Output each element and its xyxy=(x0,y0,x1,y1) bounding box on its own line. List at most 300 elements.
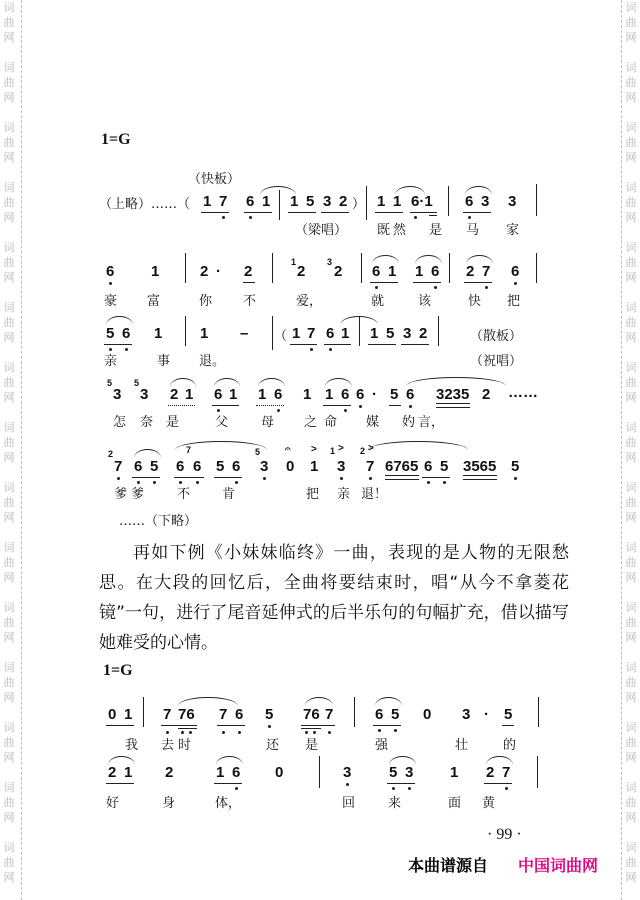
underline xyxy=(484,783,512,784)
barline xyxy=(319,756,320,788)
low-octave-dot xyxy=(434,286,437,289)
underline xyxy=(429,215,437,216)
lyric: 快 xyxy=(468,294,482,309)
watermark-char: 词 xyxy=(625,241,637,254)
low-octave-dot xyxy=(328,731,331,734)
watermark-char: 词 xyxy=(3,241,15,254)
watermark-char: 网 xyxy=(625,631,637,644)
watermark-char: 曲 xyxy=(625,436,637,449)
slur xyxy=(106,316,133,325)
watermark-char: 曲 xyxy=(625,256,637,269)
watermark-char: 网 xyxy=(625,571,637,584)
lyric: 你 xyxy=(199,294,213,309)
low-octave-dot xyxy=(109,282,112,285)
lyric: 该 xyxy=(418,294,432,309)
watermark-char: 词 xyxy=(625,181,637,194)
watermark-char: 曲 xyxy=(3,376,15,389)
note: 76 xyxy=(303,706,320,723)
note: 1 xyxy=(341,325,350,342)
lyric: 就 xyxy=(371,294,385,309)
underline xyxy=(375,212,403,213)
watermark-char: 词 xyxy=(3,121,15,134)
low-octave-dot xyxy=(505,787,508,790)
low-octave-dot xyxy=(329,348,332,351)
low-octave-dot xyxy=(375,286,378,289)
barline xyxy=(272,253,273,283)
watermark-char: 网 xyxy=(625,871,637,884)
note: 2 xyxy=(297,263,306,280)
watermark-char: 词 xyxy=(625,781,637,794)
watermark-char: 网 xyxy=(625,391,637,404)
note: 1 xyxy=(151,263,160,280)
watermark-char: 网 xyxy=(625,91,637,104)
note: 1 xyxy=(292,325,301,342)
grace-note: 7 xyxy=(186,445,192,455)
watermark-char: 词 xyxy=(3,1,15,14)
watermark-char: 曲 xyxy=(3,436,15,449)
accent: > xyxy=(338,443,344,454)
watermark-char: 曲 xyxy=(3,16,15,29)
low-octave-dot xyxy=(485,286,488,289)
slur xyxy=(415,255,442,264)
watermark-char: 网 xyxy=(3,811,15,824)
note: 3 xyxy=(337,458,346,475)
watermark-char: 词 xyxy=(625,301,637,314)
lyric: 家 xyxy=(506,223,520,238)
note: 1 xyxy=(310,458,319,475)
watermark-char: 曲 xyxy=(3,616,15,629)
lyric: 体， xyxy=(215,796,242,811)
note: 7 xyxy=(307,325,316,342)
barline xyxy=(279,190,280,220)
slur xyxy=(214,378,240,387)
note: 2 xyxy=(165,764,174,781)
lyric: 还 xyxy=(266,738,280,753)
watermark-char: 网 xyxy=(3,571,15,584)
watermark-char: 词 xyxy=(3,421,15,434)
watermark-char: 曲 xyxy=(625,556,637,569)
barline xyxy=(361,253,362,283)
watermark-char: 曲 xyxy=(3,676,15,689)
barline xyxy=(438,316,439,346)
watermark-char: 曲 xyxy=(3,556,15,569)
low-octave-dot xyxy=(340,477,343,480)
note: 7 xyxy=(482,263,491,280)
source-label: 本曲谱源自 xyxy=(408,856,489,875)
underline xyxy=(212,405,239,406)
watermark-char: 曲 xyxy=(3,256,15,269)
low-octave-dot xyxy=(222,216,225,219)
double-underline xyxy=(463,475,497,480)
note: 3235 xyxy=(436,386,470,403)
close-paren: ） xyxy=(352,197,366,212)
barline xyxy=(359,316,360,346)
watermark-char: 网 xyxy=(625,451,637,464)
underline xyxy=(387,783,415,784)
low-octave-dot xyxy=(427,481,430,484)
watermark-char: 曲 xyxy=(625,796,637,809)
slur xyxy=(375,697,402,706)
lyric: 豪 xyxy=(104,294,118,309)
lyric: 去 xyxy=(161,738,175,753)
low-octave-dot xyxy=(369,477,372,480)
note: 0 xyxy=(423,706,432,723)
grace-note: 3 xyxy=(327,257,333,267)
watermark-char: 曲 xyxy=(3,196,15,209)
watermark-char: 词 xyxy=(625,601,637,614)
note: 3 xyxy=(403,325,412,342)
slur xyxy=(134,449,161,458)
slur xyxy=(389,756,416,765)
note: 1 xyxy=(377,193,386,210)
source-site-link[interactable]: 中国词曲网 xyxy=(518,856,599,875)
note: 6 xyxy=(375,706,384,723)
slur xyxy=(466,255,493,264)
underline xyxy=(256,405,284,406)
underline xyxy=(106,783,134,784)
underline xyxy=(323,405,351,406)
note: 7 xyxy=(502,764,511,781)
watermark-char: 网 xyxy=(3,751,15,764)
lyric: 媒 xyxy=(366,415,380,430)
low-octave-dot xyxy=(222,731,225,734)
watermark-char: 词 xyxy=(3,841,15,854)
barline xyxy=(272,316,273,350)
accent: > xyxy=(368,443,374,454)
note: 5 xyxy=(106,325,115,342)
watermark-char: 网 xyxy=(3,631,15,644)
note: 1 xyxy=(216,764,225,781)
lyric: 壮 xyxy=(455,738,469,753)
watermark-char: 词 xyxy=(625,841,637,854)
note: 1 xyxy=(325,386,334,403)
note: 76 xyxy=(178,706,195,723)
note: 3 xyxy=(481,193,490,210)
watermark-char: 网 xyxy=(625,811,637,824)
note: 6765 xyxy=(385,458,419,475)
note: 6 xyxy=(341,386,350,403)
singer-label: （梁唱） xyxy=(295,223,348,238)
slur xyxy=(368,441,468,450)
note: 3 xyxy=(508,193,517,210)
note: 6 xyxy=(356,386,365,403)
slur xyxy=(465,186,492,195)
underline xyxy=(243,282,255,283)
watermark-char: 网 xyxy=(625,691,637,704)
note: 5 xyxy=(386,325,395,342)
underline xyxy=(410,212,437,213)
note: 6 xyxy=(214,386,223,403)
low-octave-dot xyxy=(235,787,238,790)
watermark-char: 词 xyxy=(625,421,637,434)
note: 7 xyxy=(325,706,334,723)
note: 6 xyxy=(232,458,241,475)
note: 6 xyxy=(232,764,241,781)
note: 1 xyxy=(290,193,299,210)
lyric: 之 xyxy=(304,415,318,430)
underline xyxy=(214,477,242,478)
lyric: 命 xyxy=(324,415,338,430)
low-octave-dot xyxy=(125,348,128,351)
lyric: 把 xyxy=(306,487,320,502)
barline xyxy=(449,253,450,283)
note: 5 xyxy=(390,386,399,403)
note: 0 xyxy=(286,458,295,475)
note: 2 xyxy=(108,764,117,781)
watermark-char: 网 xyxy=(3,331,15,344)
note: 2 xyxy=(419,325,428,342)
note: 2 xyxy=(339,193,348,210)
watermark-char: 曲 xyxy=(625,496,637,509)
watermark-char: 曲 xyxy=(3,316,15,329)
watermark-char: 网 xyxy=(3,871,15,884)
note: 6 xyxy=(246,193,255,210)
lyric: 母 xyxy=(261,415,275,430)
note: 3 xyxy=(343,764,352,781)
watermark-char: 网 xyxy=(625,751,637,764)
watermark-char: 网 xyxy=(625,211,637,224)
note: 6 xyxy=(235,706,244,723)
slur xyxy=(108,756,135,765)
watermark-char: 网 xyxy=(3,211,15,224)
note: 6 xyxy=(122,325,131,342)
underline xyxy=(214,783,242,784)
note: 1 xyxy=(262,193,271,210)
ending-text: ……（下略） xyxy=(119,514,198,529)
low-octave-dot xyxy=(408,787,411,790)
watermark-char: 词 xyxy=(625,1,637,14)
lyric: 我 xyxy=(125,738,139,753)
underline xyxy=(389,405,401,406)
barline xyxy=(536,184,537,216)
paragraph-text: 再如下例《小妹妹临终》一曲，表现的是人物的无限愁思。在大段的回忆后，全曲将要结束时，唱“从今不拿菱花镜”一句，进行了尾音延伸式的后半乐句的句幅扩充，借以描写她难受的心情。 xyxy=(99,543,569,653)
note: 7 xyxy=(114,458,123,475)
tempo-marking: （散板） xyxy=(470,329,523,344)
watermark-char: 网 xyxy=(3,511,15,524)
lyric: 奈 xyxy=(140,415,154,430)
note: 1 xyxy=(185,386,194,403)
note: 1 xyxy=(203,193,212,210)
low-octave-dot xyxy=(392,787,395,790)
note: 3 xyxy=(405,764,414,781)
note: 5 xyxy=(440,458,449,475)
low-octave-dot xyxy=(414,216,417,219)
open-paren: （ xyxy=(274,329,288,344)
lyric: 时 xyxy=(178,738,192,753)
note: 6 xyxy=(511,263,520,280)
note: 3 xyxy=(113,386,122,403)
lyric: 爹 xyxy=(131,487,145,502)
watermark-char: 网 xyxy=(3,391,15,404)
low-octave-dot xyxy=(196,481,199,484)
watermark-char: 词 xyxy=(3,601,15,614)
underline xyxy=(104,344,132,345)
lyric: 怎 xyxy=(113,415,127,430)
note: 7 xyxy=(163,706,172,723)
underline xyxy=(373,725,401,726)
low-octave-dot xyxy=(117,477,120,480)
grace-note: 2 xyxy=(108,449,114,459)
note: 6 xyxy=(106,263,115,280)
watermark-char: 网 xyxy=(625,151,637,164)
lyric: 富 xyxy=(147,294,161,309)
note: 2 xyxy=(486,764,495,781)
note: 6 xyxy=(134,458,143,475)
watermark-char: 词 xyxy=(3,181,15,194)
underline xyxy=(401,344,429,345)
left-margin-line xyxy=(21,0,22,900)
note: 7 xyxy=(219,193,228,210)
note: · xyxy=(484,706,489,723)
note: 2 xyxy=(334,263,343,280)
lyric: 言， xyxy=(418,415,445,430)
note: 5 xyxy=(265,706,274,723)
slur xyxy=(372,255,399,264)
lyric: 黄 xyxy=(482,796,496,811)
note: 1 xyxy=(124,764,133,781)
lyric: 把 xyxy=(507,294,521,309)
note: 1 xyxy=(370,325,379,342)
note: 3565 xyxy=(463,458,497,475)
underline xyxy=(244,212,272,213)
note: 5 xyxy=(216,458,225,475)
watermark-char: 词 xyxy=(3,781,15,794)
note: 1 xyxy=(415,263,424,280)
lyric: 不 xyxy=(177,487,191,502)
underline xyxy=(463,212,491,213)
note: 6 xyxy=(406,386,415,403)
underline xyxy=(301,725,335,726)
watermark-char: 词 xyxy=(3,481,15,494)
watermark-char: 词 xyxy=(3,61,15,74)
watermark-char: 曲 xyxy=(625,376,637,389)
low-octave-dot xyxy=(238,731,241,734)
note: 6 xyxy=(274,386,283,403)
note: 5 xyxy=(391,706,400,723)
slur xyxy=(216,756,243,765)
barline xyxy=(448,186,449,216)
watermark-char: 词 xyxy=(3,301,15,314)
low-octave-dot xyxy=(514,477,517,480)
watermark-char: 网 xyxy=(3,271,15,284)
lyric: 亲 xyxy=(104,354,118,369)
low-octave-dot xyxy=(443,481,446,484)
barline xyxy=(366,186,367,220)
low-octave-dot xyxy=(344,409,347,412)
key-signature: 1=G xyxy=(103,662,133,679)
low-octave-dot xyxy=(310,348,313,351)
page-number: · 99 · xyxy=(487,826,522,843)
watermark-char: 词 xyxy=(625,361,637,374)
note: 2 xyxy=(200,263,209,280)
underline xyxy=(174,477,204,478)
note: 1 xyxy=(388,263,397,280)
note: 5 xyxy=(511,458,520,475)
lyric: 既 xyxy=(377,223,391,238)
low-octave-dot xyxy=(409,405,412,408)
grace-note: 1 xyxy=(330,446,336,456)
low-octave-dot xyxy=(277,409,280,412)
grace-note: 5 xyxy=(134,378,140,388)
fermata: 𝄐 xyxy=(285,444,291,455)
low-octave-dot xyxy=(249,216,252,219)
low-octave-dot xyxy=(263,477,266,480)
low-octave-dot xyxy=(235,481,238,484)
underline xyxy=(290,344,317,345)
note: 1 xyxy=(200,325,209,342)
lyric: 爹 xyxy=(114,487,128,502)
watermark-char: 词 xyxy=(3,661,15,674)
double-underline xyxy=(436,403,470,408)
note: 7 xyxy=(366,458,375,475)
note: 1 xyxy=(124,706,133,723)
note: 6 xyxy=(424,458,433,475)
watermark-char: 曲 xyxy=(625,136,637,149)
slur xyxy=(486,756,513,765)
low-octave-dot xyxy=(268,725,271,728)
prefix-text: （上略）……（ xyxy=(99,197,191,212)
note: 5 xyxy=(504,706,513,723)
lyric: 然 xyxy=(393,223,407,238)
note: – xyxy=(240,325,249,342)
underline xyxy=(217,725,245,726)
watermark-char: 曲 xyxy=(625,16,637,29)
barline xyxy=(538,697,539,727)
grace-note: 5 xyxy=(107,378,113,388)
slur xyxy=(395,186,425,195)
note: 6·1 xyxy=(411,193,433,210)
barline xyxy=(354,697,355,727)
watermark-char: 曲 xyxy=(3,796,15,809)
lyric: 是 xyxy=(305,738,319,753)
note: 6 xyxy=(193,458,202,475)
watermark-char: 网 xyxy=(3,31,15,44)
watermark-char: 网 xyxy=(625,271,637,284)
underline xyxy=(301,728,321,729)
note: 2 xyxy=(244,263,253,280)
note: 3 xyxy=(260,458,269,475)
barline xyxy=(536,253,537,283)
note: 5 xyxy=(150,458,159,475)
note: 1 xyxy=(450,764,459,781)
lyric: 事 xyxy=(157,354,171,369)
low-octave-dot xyxy=(359,405,362,408)
note: 1 xyxy=(303,386,312,403)
slur xyxy=(305,697,333,706)
low-octave-dot xyxy=(346,783,349,786)
note: 6 xyxy=(431,263,440,280)
lyric: 马 xyxy=(466,223,480,238)
underline xyxy=(413,282,441,283)
tempo-marking: （快板） xyxy=(188,172,241,187)
watermark-char: 词 xyxy=(3,361,15,374)
lyric: 面 xyxy=(448,796,462,811)
body-paragraph xyxy=(99,538,569,658)
underline xyxy=(464,282,492,283)
note: 1 xyxy=(154,325,163,342)
barline xyxy=(143,697,144,727)
underline xyxy=(422,477,450,478)
lyric: 亲 xyxy=(337,487,351,502)
watermark-char: 词 xyxy=(625,661,637,674)
lyric: 是 xyxy=(429,223,443,238)
watermark-char: 曲 xyxy=(3,736,15,749)
right-margin-line xyxy=(621,0,622,900)
lyric: 不 xyxy=(243,294,257,309)
low-octave-dot xyxy=(394,729,397,732)
watermark-char: 词 xyxy=(625,481,637,494)
watermark-char: 曲 xyxy=(625,856,637,869)
